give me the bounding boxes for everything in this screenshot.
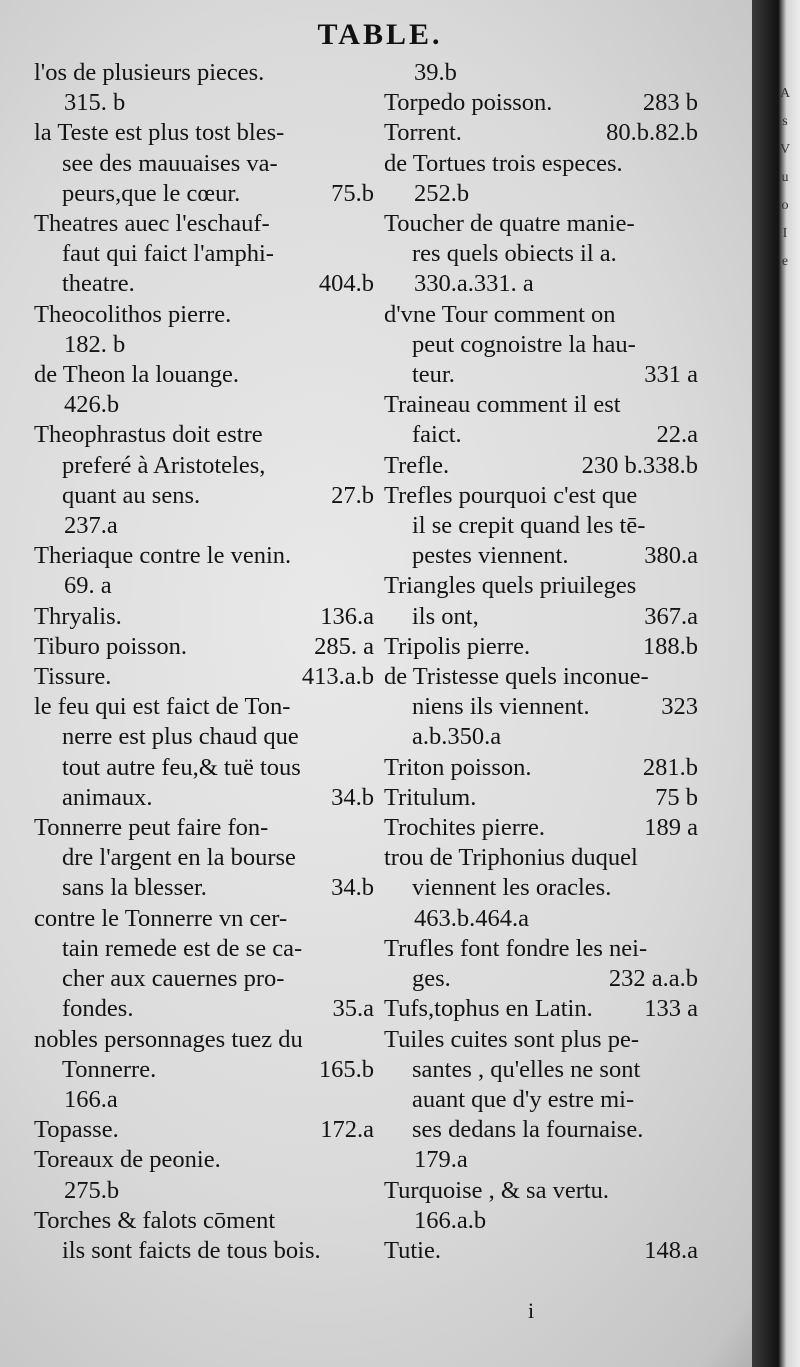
- entry-text: 252.b: [414, 179, 470, 207]
- entry-text: 166.a.b: [414, 1206, 487, 1234]
- entry-text: Theriaque contre le venin.: [34, 542, 292, 570]
- entry-text: res quels obiects il a.: [412, 240, 617, 268]
- entry-text: Torches & falots cōment: [34, 1206, 276, 1234]
- gutter-letter: e: [781, 254, 789, 269]
- entry-line: [34, 571, 374, 601]
- entry-line: [34, 541, 374, 571]
- entry-line: [384, 239, 698, 269]
- entry-line: [34, 451, 374, 481]
- entry-text: 69. a: [64, 572, 112, 600]
- entry-text: auant que d'y estre mi-: [412, 1085, 635, 1113]
- entry-line: [34, 1145, 374, 1175]
- entry-line: [34, 269, 374, 299]
- entry-line: [384, 934, 698, 964]
- entry-text: Triangles quels priuileges: [384, 572, 637, 600]
- entry-line: [384, 360, 698, 390]
- entry-line: [384, 88, 698, 118]
- index-entry: [34, 692, 374, 813]
- entry-text: Tripolis pierre.: [384, 632, 531, 660]
- index-entry: [384, 209, 698, 300]
- entry-line: [384, 571, 698, 601]
- entry-line: [384, 602, 698, 632]
- page-reference: 188.b: [642, 632, 698, 660]
- entry-text: Tissure.: [34, 663, 112, 691]
- index-entry: [384, 88, 698, 118]
- index-entry: [34, 632, 374, 662]
- entry-text: Toucher de quatre manie-: [384, 210, 635, 238]
- index-entry: [384, 300, 698, 391]
- entry-text: santes , qu'elles ne sont: [412, 1055, 641, 1083]
- entry-text: Torpedo poisson.: [384, 89, 553, 117]
- entry-line: [384, 1085, 698, 1115]
- entry-line: [384, 179, 698, 209]
- entry-text: 315. b: [64, 89, 126, 117]
- entry-line: [384, 873, 698, 903]
- entry-text: 275.b: [64, 1176, 120, 1204]
- index-entry: [384, 994, 698, 1024]
- page-reference: 80.b.82.b: [606, 119, 698, 147]
- page-reference: 232 a.a.b: [608, 965, 698, 993]
- index-entry: [34, 58, 374, 118]
- entry-text: ses dedans la fournaise.: [412, 1116, 644, 1144]
- entry-line: [34, 1236, 374, 1266]
- index-entry: [384, 58, 698, 88]
- page-title: TABLE.: [317, 18, 443, 51]
- index-entry: [384, 390, 698, 450]
- index-entry: [34, 1115, 374, 1145]
- entry-line: [384, 390, 698, 420]
- entry-text: 182. b: [64, 330, 126, 358]
- entry-line: [34, 209, 374, 239]
- entry-text: preferé à Aristoteles,: [62, 451, 266, 479]
- page-reference: 34.b: [331, 783, 374, 811]
- index-entry: [34, 541, 374, 601]
- entry-text: teur.: [412, 361, 455, 389]
- entry-text: a.b.350.a: [412, 723, 502, 751]
- index-entry: [34, 1206, 374, 1266]
- entry-line: [34, 722, 374, 752]
- entry-line: [384, 904, 698, 934]
- entry-line: [384, 753, 698, 783]
- gutter-letter: V: [779, 142, 791, 157]
- entry-line: [34, 1206, 374, 1236]
- entry-line: [34, 934, 374, 964]
- entry-text: Trefle.: [384, 451, 450, 479]
- index-entry: [34, 904, 374, 1025]
- page-reference: 367.a: [644, 602, 698, 630]
- entry-line: [384, 813, 698, 843]
- entry-text: de Theon la louange.: [34, 361, 240, 389]
- entry-line: [384, 1025, 698, 1055]
- index-entry: [34, 420, 374, 541]
- page-reference: 380.a: [644, 542, 698, 570]
- index-entry: [34, 813, 374, 904]
- entry-line: [34, 843, 374, 873]
- entry-line: [34, 511, 374, 541]
- index-entry: [384, 753, 698, 783]
- entry-text: 237.a: [64, 512, 118, 540]
- entry-text: sans la blesser.: [62, 874, 207, 902]
- entry-text: 330.a.331. a: [414, 270, 534, 298]
- index-entry: [384, 783, 698, 813]
- page-reference: 189 a: [644, 814, 698, 842]
- index-entry: [384, 662, 698, 753]
- entry-text: animaux.: [62, 783, 153, 811]
- entry-line: [34, 602, 374, 632]
- entry-text: 179.a: [414, 1146, 468, 1174]
- entry-line: [34, 481, 374, 511]
- entry-text: fondes.: [62, 995, 134, 1023]
- entry-line: [34, 300, 374, 330]
- entry-text: Tuiles cuites sont plus pe-: [384, 1025, 639, 1053]
- entry-text: faut qui faict l'amphi-: [62, 240, 274, 268]
- page-reference: 22.a: [656, 421, 698, 449]
- entry-text: d'vne Tour comment on: [384, 300, 616, 328]
- entry-text: nobles personnages tuez du: [34, 1025, 303, 1053]
- entry-text: dre l'argent en la bourse: [62, 844, 296, 872]
- index-entry: [384, 118, 698, 148]
- entry-text: nerre est plus chaud que: [62, 723, 299, 751]
- entry-text: ils ont,: [412, 602, 479, 630]
- entry-text: Torrent.: [384, 119, 462, 147]
- page-reference: 165.b: [318, 1055, 374, 1083]
- entry-line: [384, 964, 698, 994]
- entry-line: [384, 420, 698, 450]
- index-entry: [384, 571, 698, 631]
- entry-text: Tufs,tophus en Latin.: [384, 995, 593, 1023]
- entry-text: Trefles pourquoi c'est que: [384, 481, 638, 509]
- entry-line: [384, 300, 698, 330]
- entry-text: Tutie.: [384, 1236, 441, 1264]
- entry-line: [384, 330, 698, 360]
- entry-line: [384, 269, 698, 299]
- page-reference: 172.a: [320, 1116, 374, 1144]
- entry-line: [34, 904, 374, 934]
- entry-text: 39.b: [414, 59, 457, 86]
- entry-line: [384, 783, 698, 813]
- entry-text: peurs,que le cœur.: [62, 179, 241, 207]
- entry-line: [34, 873, 374, 903]
- gutter-letter: A: [779, 86, 791, 101]
- entry-text: pestes viennent.: [412, 542, 569, 570]
- index-entry: [34, 1145, 374, 1205]
- entry-text: trou de Triphonius duquel: [384, 844, 638, 872]
- entry-text: tout autre feu,& tuë tous: [62, 753, 301, 781]
- page-reference: 75 b: [655, 783, 698, 811]
- facing-page-fragment: [774, 80, 796, 276]
- entry-text: ils sont faicts de tous bois.: [62, 1236, 321, 1264]
- page-reference: 34.b: [331, 874, 374, 902]
- entry-line: [34, 420, 374, 450]
- entry-line: [34, 813, 374, 843]
- entry-text: la Teste est plus tost bles-: [34, 119, 285, 147]
- entry-line: [34, 390, 374, 420]
- entry-text: peut cognoistre la hau-: [412, 330, 636, 358]
- entry-text: de Tortues trois especes.: [384, 149, 623, 177]
- entry-line: [384, 994, 698, 1024]
- page-reference: 35.a: [332, 995, 374, 1023]
- entry-line: [34, 662, 374, 692]
- page-folio: i: [528, 1298, 535, 1323]
- index-column-left: [34, 58, 374, 1266]
- page-reference: 331 a: [644, 361, 698, 389]
- index-entry: [384, 481, 698, 572]
- index-entry: [384, 843, 698, 934]
- entry-text: Theocolithos pierre.: [34, 300, 232, 328]
- entry-text: Tritulum.: [384, 783, 477, 811]
- entry-text: Toreaux de peonie.: [34, 1146, 221, 1174]
- entry-line: [34, 994, 374, 1024]
- index-entry: [34, 118, 374, 209]
- page-reference: 230 b.338.b: [581, 451, 698, 479]
- entry-line: [384, 692, 698, 722]
- entry-text: Thryalis.: [34, 602, 122, 630]
- entry-text: Traineau comment il est: [384, 391, 621, 419]
- entry-text: Triton poisson.: [384, 753, 532, 781]
- entry-line: [384, 722, 698, 752]
- entry-line: [384, 1055, 698, 1085]
- index-column-right: [384, 58, 698, 1266]
- gutter-letter: s: [782, 114, 788, 129]
- page-reference: 148.a: [644, 1236, 698, 1264]
- entry-line: [384, 58, 698, 88]
- entry-text: Trochites pierre.: [384, 814, 546, 842]
- index-entry: [34, 662, 374, 692]
- page-reference: 285. a: [314, 632, 374, 660]
- entry-line: [384, 662, 698, 692]
- entry-line: [384, 843, 698, 873]
- entry-text: see des mauuaises va-: [62, 149, 278, 177]
- page-reference: 75.b: [331, 179, 374, 207]
- entry-line: [34, 964, 374, 994]
- entry-text: cher aux cauernes pro-: [62, 965, 285, 993]
- entry-line: [384, 1115, 698, 1145]
- page-reference: 404.b: [318, 270, 374, 298]
- entry-text: il se crepit quand les tē-: [412, 512, 646, 540]
- index-entry: [384, 1025, 698, 1176]
- entry-text: Theatres auec l'eschauf-: [34, 210, 270, 238]
- entry-text: Topasse.: [34, 1116, 119, 1144]
- entry-line: [34, 239, 374, 269]
- entry-line: [34, 88, 374, 118]
- index-entry: [384, 934, 698, 994]
- index-entry: [384, 1236, 698, 1266]
- entry-line: [384, 118, 698, 148]
- entry-text: de Tristesse quels inconue-: [384, 663, 649, 691]
- index-entry: [384, 149, 698, 209]
- entry-text: l'os de plusieurs pieces.: [34, 59, 265, 86]
- gutter-letter: u: [781, 170, 789, 185]
- entry-text: Turquoise , & sa vertu.: [384, 1176, 610, 1204]
- entry-text: 463.b.464.a: [414, 904, 529, 932]
- entry-text: quant au sens.: [62, 481, 201, 509]
- index-entry: [384, 1176, 698, 1236]
- entry-line: [34, 1115, 374, 1145]
- entry-line: [34, 1176, 374, 1206]
- entry-line: [34, 1025, 374, 1055]
- index-entry: [384, 632, 698, 662]
- entry-text: faict.: [412, 421, 462, 449]
- entry-line: [384, 149, 698, 179]
- index-entry: [34, 1025, 374, 1116]
- entry-text: 166.a: [64, 1085, 118, 1113]
- entry-line: [34, 1055, 374, 1085]
- entry-text: Tonnerre peut faire fon-: [34, 814, 269, 842]
- entry-line: [34, 179, 374, 209]
- entry-line: [384, 481, 698, 511]
- entry-line: [34, 753, 374, 783]
- entry-line: [384, 541, 698, 571]
- page-reference: 323: [661, 693, 698, 721]
- entry-line: [34, 783, 374, 813]
- entry-text: contre le Tonnerre vn cer-: [34, 904, 288, 932]
- page-reference: 27.b: [331, 481, 374, 509]
- entry-text: viennent les oracles.: [412, 874, 612, 902]
- entry-text: theatre.: [62, 270, 135, 298]
- gutter-letter: I: [782, 226, 788, 241]
- entry-line: [34, 692, 374, 722]
- entry-line: [34, 58, 374, 88]
- entry-line: [384, 511, 698, 541]
- entry-text: 426.b: [64, 391, 120, 419]
- entry-text: Trufles font fondre les nei-: [384, 934, 648, 962]
- entry-line: [384, 1236, 698, 1266]
- entry-line: [34, 330, 374, 360]
- entry-line: [384, 632, 698, 662]
- entry-line: [384, 1176, 698, 1206]
- entry-line: [34, 149, 374, 179]
- entry-line: [384, 1206, 698, 1236]
- entry-line: [34, 360, 374, 390]
- entry-line: [34, 1085, 374, 1115]
- entry-line: [384, 451, 698, 481]
- page-reference: 133 a: [644, 995, 698, 1023]
- index-entry: [34, 209, 374, 300]
- entry-text: le feu qui est faict de Ton-: [34, 693, 291, 721]
- entry-text: Tonnerre.: [62, 1055, 157, 1083]
- entry-text: ges.: [412, 965, 451, 993]
- entry-line: [384, 209, 698, 239]
- entry-text: tain remede est de se ca-: [62, 934, 303, 962]
- index-entry: [34, 360, 374, 420]
- page-reference: 136.a: [320, 602, 374, 630]
- gutter-letter: o: [781, 198, 789, 213]
- entry-text: Theophrastus doit estre: [34, 421, 263, 449]
- page-reference: 283 b: [642, 89, 698, 117]
- book-gutter: [752, 0, 800, 1367]
- entry-line: [34, 118, 374, 148]
- entry-line: [384, 1145, 698, 1175]
- index-entry: [34, 300, 374, 360]
- page-reference: 413.a.b: [301, 663, 374, 691]
- entry-text: niens ils viennent.: [412, 693, 590, 721]
- entry-line: [34, 632, 374, 662]
- index-entry: [384, 813, 698, 843]
- index-entry: [384, 451, 698, 481]
- entry-text: Tiburo poisson.: [34, 632, 187, 660]
- page-reference: 281.b: [642, 753, 698, 781]
- index-entry: [34, 602, 374, 632]
